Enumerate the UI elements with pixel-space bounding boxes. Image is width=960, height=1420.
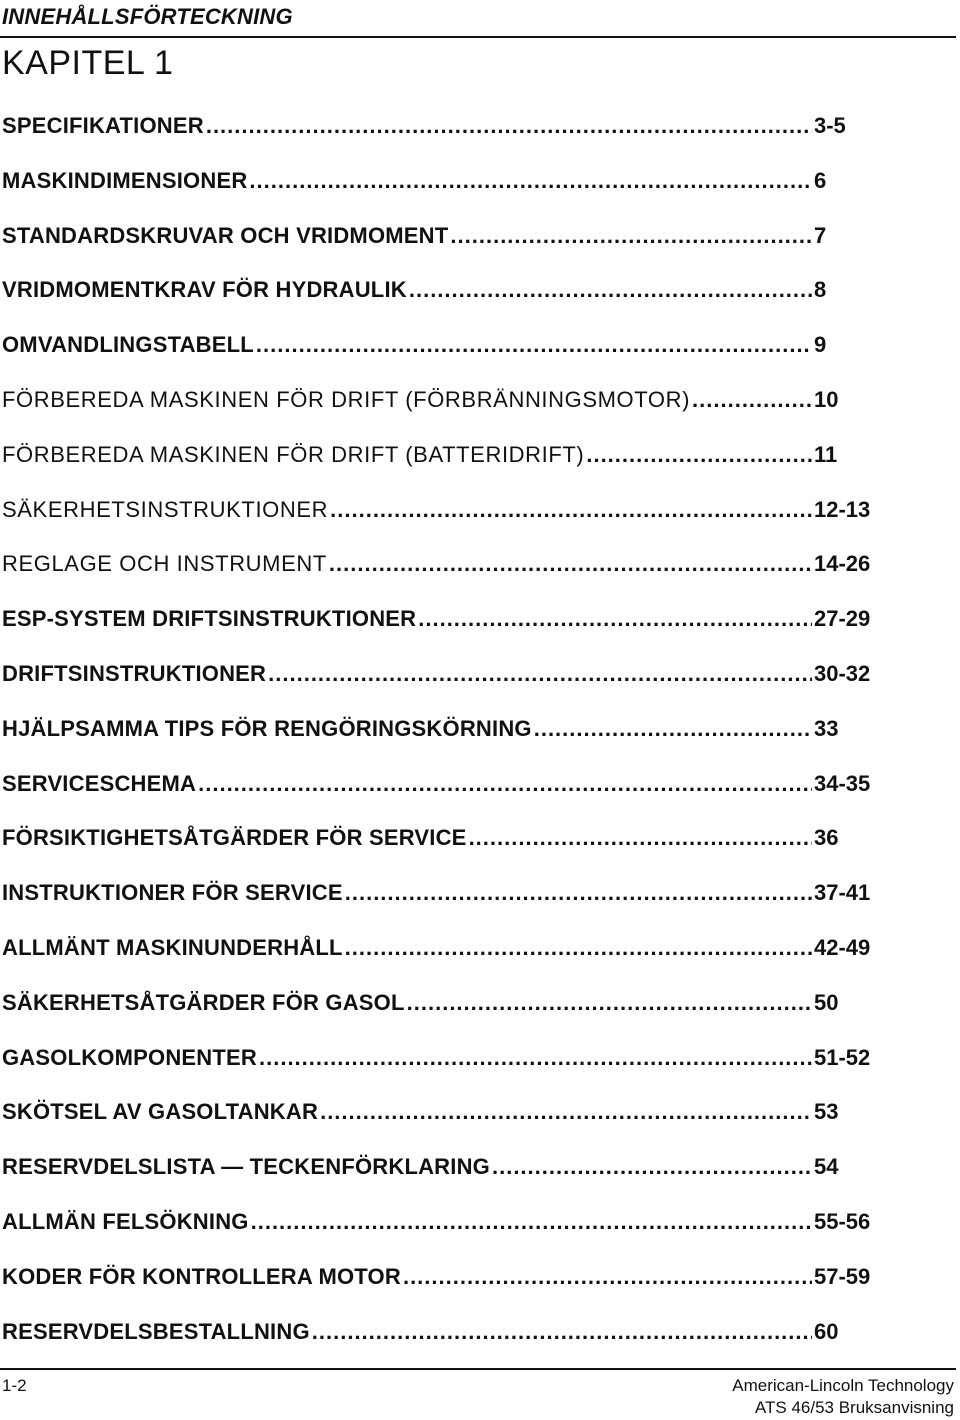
dot-leader [409, 274, 812, 306]
toc-entry-title: INSTRUKTIONER FÖR SERVICE [2, 880, 343, 906]
toc-entry-page: 42-49 [814, 934, 871, 960]
toc-entry-page: 7 [814, 222, 827, 248]
toc-entry-title: GASOLKOMPONENTER [2, 1044, 257, 1070]
toc-entry-title: SKÖTSEL AV GASOLTANKAR [2, 1099, 319, 1125]
toc-entry-title: VRIDMOMENTKRAV FÖR HYDRAULIK [2, 277, 407, 303]
toc-entry[interactable] [2, 1042, 872, 1097]
table-of-contents [2, 110, 872, 1370]
toc-entry-page: 53 [814, 1099, 839, 1125]
toc-entry[interactable] [2, 220, 872, 275]
toc-entry-title: OMVANDLINGSTABELL [2, 332, 254, 358]
toc-entry-page: 6 [814, 167, 827, 193]
toc-entry[interactable] [2, 1316, 872, 1371]
company-name: American-Lincoln Technology [732, 1376, 954, 1395]
dot-leader [256, 329, 812, 361]
toc-entry[interactable] [2, 768, 872, 823]
toc-entry-page: 51-52 [814, 1044, 871, 1070]
dot-leader [586, 439, 812, 471]
dot-leader [345, 877, 812, 909]
toc-entry-title: FÖRBEREDA MASKINEN FÖR DRIFT (FÖRBRÄNNINGSMOTOR) [2, 386, 691, 412]
manual-title: ATS 46/53 Bruksanvisning [754, 1398, 954, 1417]
toc-entry[interactable] [2, 110, 872, 165]
dot-leader [403, 1261, 812, 1293]
toc-entry-title: SPECIFIKATIONER [2, 113, 204, 138]
toc-entry-page: 12-13 [814, 496, 871, 522]
toc-entry[interactable] [2, 1261, 872, 1316]
toc-entry[interactable] [2, 1096, 872, 1151]
toc-entry-title: STANDARDSKRUVAR OCH VRIDMOMENT [2, 222, 449, 248]
toc-entry[interactable] [2, 658, 872, 713]
dot-leader [312, 1316, 812, 1348]
toc-entry-page: 14-26 [814, 551, 871, 577]
toc-entry[interactable] [2, 548, 872, 603]
toc-entry[interactable] [2, 274, 872, 329]
toc-entry-page: 30-32 [814, 660, 871, 686]
toc-entry-page: 57-59 [814, 1263, 871, 1289]
page-footer [0, 1368, 956, 1420]
toc-entry-page: 11 [814, 441, 838, 467]
toc-entry-page: 33 [814, 715, 839, 741]
toc-entry[interactable] [2, 494, 872, 549]
toc-entry-page: 37-41 [814, 880, 871, 906]
toc-entry-page: 27-29 [814, 606, 871, 632]
toc-entry[interactable] [2, 932, 872, 987]
toc-entry-page: 55-56 [814, 1208, 871, 1234]
toc-entry-page: 10 [814, 386, 839, 412]
toc-entry-title: FÖRSIKTIGHETSÅTGÄRDER FÖR SERVICE [2, 825, 467, 851]
toc-heading: INNEHÅLLSFÖRTECKNING [2, 4, 293, 29]
toc-entry[interactable] [2, 877, 872, 932]
dot-leader [206, 110, 812, 142]
toc-entry-title: SÄKERHETSÅTGÄRDER FÖR GASOL [2, 989, 405, 1015]
dot-leader [249, 165, 812, 197]
dot-leader [198, 768, 812, 800]
page-number: 1-2 [2, 1376, 27, 1395]
toc-entry[interactable] [2, 713, 872, 768]
dot-leader [345, 932, 812, 964]
dot-leader [259, 1042, 812, 1074]
toc-entry-page: 60 [814, 1318, 839, 1344]
toc-entry-page: 54 [814, 1154, 839, 1180]
toc-entry[interactable] [2, 329, 872, 384]
dot-leader [534, 713, 812, 745]
page-header [0, 0, 956, 38]
toc-entry[interactable] [2, 439, 872, 494]
toc-entry-page: 36 [814, 825, 839, 851]
chapter-title: KAPITEL 1 [2, 44, 174, 82]
dot-leader [418, 603, 812, 635]
toc-entry[interactable] [2, 384, 872, 439]
dot-leader [329, 548, 812, 580]
dot-leader [320, 1096, 812, 1128]
toc-entry-title: HJÄLPSAMMA TIPS FÖR RENGÖRINGSKÖRNING [2, 715, 532, 741]
toc-entry-page: 34-35 [814, 770, 871, 796]
toc-entry-title: ALLMÄNT MASKINUNDERHÅLL [2, 934, 343, 960]
toc-entry-page: 50 [814, 989, 839, 1015]
toc-entry-title: SÄKERHETSINSTRUKTIONER [2, 496, 329, 522]
toc-entry-title: DRIFTSINSTRUKTIONER [2, 660, 267, 686]
toc-entry[interactable] [2, 822, 872, 877]
dot-leader [469, 822, 812, 854]
dot-leader [450, 220, 812, 252]
toc-entry[interactable] [2, 603, 872, 658]
toc-entry-title: FÖRBEREDA MASKINEN FÖR DRIFT (BATTERIDRIFT) [2, 441, 585, 467]
dot-leader [492, 1151, 812, 1183]
toc-entry-title: SERVICESCHEMA [2, 770, 197, 796]
toc-entry-title: ALLMÄN FELSÖKNING [2, 1208, 249, 1234]
toc-entry-title: REGLAGE OCH INSTRUMENT [2, 551, 327, 577]
toc-entry[interactable] [2, 1151, 872, 1206]
toc-entry-title: KODER FÖR KONTROLLERA MOTOR [2, 1263, 401, 1289]
toc-entry[interactable] [2, 987, 872, 1042]
dot-leader [251, 1206, 812, 1238]
toc-entry-title: RESERVDELSLISTA — TECKENFÖRKLARING [2, 1154, 490, 1180]
dot-leader [692, 384, 812, 416]
dot-leader [330, 494, 812, 526]
toc-entry-title: MASKINDIMENSIONER [2, 167, 248, 193]
toc-entry[interactable] [2, 1206, 872, 1261]
dot-leader [407, 987, 812, 1019]
toc-entry-title: RESERVDELSBESTALLNING [2, 1318, 310, 1344]
toc-entry-page: 8 [814, 277, 827, 303]
toc-entry-page: 9 [814, 332, 827, 358]
toc-entry-page: 3-5 [814, 113, 846, 138]
toc-entry-title: ESP-SYSTEM DRIFTSINSTRUKTIONER [2, 606, 417, 632]
dot-leader [268, 658, 812, 690]
toc-entry[interactable] [2, 165, 872, 220]
